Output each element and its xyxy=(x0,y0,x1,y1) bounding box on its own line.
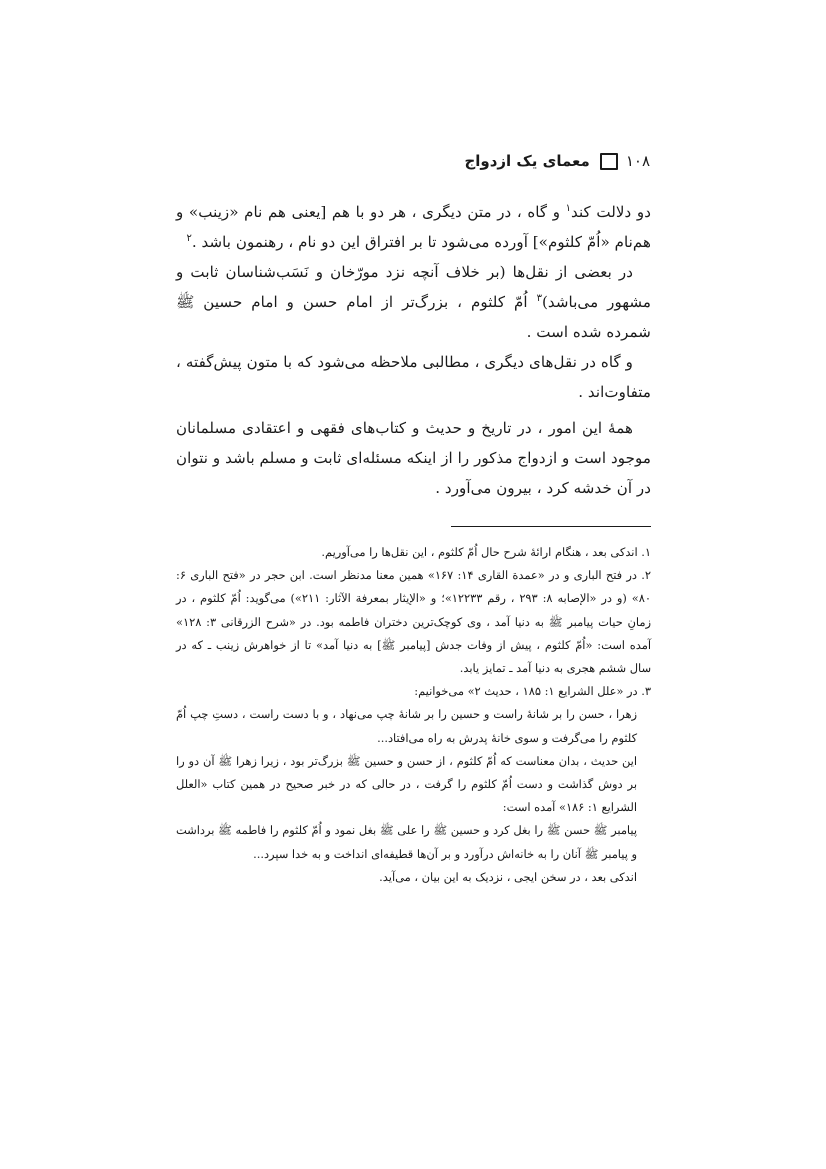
paragraph-1-part-b: و گاه ، در متن دیگری ، هر دو با هم [یعنی هم نام «زینب» و هم‌نام «اُمّ کلثوم»] آورده می‌شود تا بر افتراق این دو نام ، رهنمون باشد . xyxy=(176,203,651,251)
footnote-ref-3: ۳ xyxy=(536,292,542,304)
footnote-3-quote-2: این حدیث ، بدان معناست که اُمّ کلثوم ، از حسن و حسین ﷺ بزرگ‌تر بود ، زیرا زهرا ﷺ آن دو را بر دوش گذاشت و دست اُمّ کلثوم را گرفت ، در حالی که در خبر صحیح در همین کتاب «العلل الشرایع ۱: ۱۸۶» آمده است: xyxy=(176,753,637,815)
paragraph-2-part-a: در بعضی از نقل‌ها (بر خلاف آنچه نزد مورّخان و نَسَب‌شناسان ثابت و مشهور می‌باشد) xyxy=(176,263,652,311)
paragraph-4: همهٔ این امور ، در تاریخ و حدیث و کتاب‌های فقهی و اعتقادی مسلمانان موجود است و ازدواج مذکور را از اینکه مسئله‌ای ثابت و مسلم باشد و نتوان در آن خدشه کرد ، بیرون می‌آورد . xyxy=(176,419,651,497)
paragraph-1 xyxy=(176,197,651,257)
footnote-1: ۱. اندکی بعد ، هنگام ارائهٔ شرح حال اُمّ کلثوم ، این نقل‌ها را می‌آوریم. xyxy=(321,545,651,559)
footnote-3-quote-4: اندکی بعد ، در سخن ایجی ، نزدیک به این بیان ، می‌آید. xyxy=(379,869,637,884)
footnote-3-quote-3: پیامبر ﷺ حسن ﷺ را بغل کرد و حسین ﷺ را علی ﷺ بغل نمود و اُمّ کلثوم را فاطمه ﷺ برداشت و پیامبر ﷺ آنان را به خانه‌اش درآورد و بر آن‌ها قطیفه‌ای انداخت و به خدا سپرد... xyxy=(176,823,637,861)
running-header xyxy=(464,150,650,172)
footnotes xyxy=(176,541,651,889)
footnote-ref-2: ۲ xyxy=(186,232,192,244)
footnote-ref-1: ۱ xyxy=(565,202,571,214)
footnote-2: ۲. در فتح الباری و در «عمدة القاری ۱۴: ۱۶۷» همین معنا مدنظر است. ابن حجر در «فتح الباری ۶: ۸۰» (و در «الإصابه ۸: ۲۹۳ ، رقم ۱۲۲۳۳»؛ و «الإیثار بمعرفة الآثار: ۲۱۱») می‌گوید: اُمّ کلثوم ، در زمانِ حیات پیامبر ﷺ به دنیا آمد ، وی کوچک‌ترین دختران فاطمه بود. در «شرح الزرقانی ۳: ۱۲۸» آمده است: «اُمّ کلثوم ، پیش از وفات جدش [پیامبر ﷺ] به دنیا آمد» تا از خواهرش زینب ـ که در سال ششم هجری به دنیا آمد ـ تمایز یابد. xyxy=(176,568,651,676)
paragraph-3: و گاه در نقل‌های دیگری ، مطالبی ملاحظه می‌شود که با متون پیش‌گفته ، متفاوت‌اند . xyxy=(176,353,651,401)
paragraph-2 xyxy=(176,257,651,347)
footnote-separator xyxy=(451,526,651,527)
footnote-3: ۳. در «علل الشرایع ۱: ۱۸۵ ، حدیث ۲» می‌خوانیم: xyxy=(414,684,651,699)
paragraph-2-part-b: اُمّ کلثوم ، بزرگ‌تر از امام حسن و امام حسین ﷺ شمرده شده است . xyxy=(176,293,651,341)
footnote-3-quote-1: زهرا ، حسن را بر شانهٔ راست و حسین را بر شانهٔ چپ می‌نهاد ، و با دست راست ، دستِ چپ اُمّ کلثوم را می‌گرفت و سوی خانهٔ پدرش به راه می‌افتاد... xyxy=(176,707,637,745)
running-title: معمای یک ازدواج xyxy=(464,152,590,170)
square-ornament-icon xyxy=(600,153,618,170)
page-number: ۱۰۸ xyxy=(625,152,650,170)
paragraph-1-part-a: دو دلالت کند xyxy=(571,203,651,221)
main-text xyxy=(176,197,651,503)
